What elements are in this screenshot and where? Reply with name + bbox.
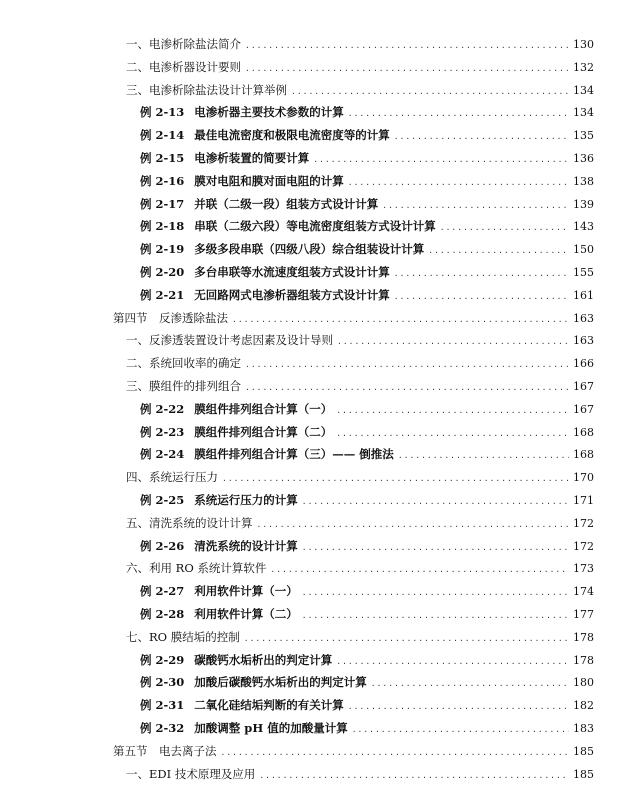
toc-entry-title: 并联（二级一段）组装方式设计计算 — [194, 196, 379, 211]
toc-example-entry — [0, 671, 633, 694]
toc-entry-label — [140, 421, 332, 444]
toc-example-entry — [0, 284, 633, 307]
dot-leader — [382, 195, 569, 218]
toc-page-number: 163 — [573, 334, 594, 348]
toc-entry-label — [140, 170, 344, 193]
toc-subsection-entry — [0, 557, 633, 580]
toc-page-number: 185 — [573, 744, 594, 758]
toc-entry-title: 膜组件排列组合计算（三）—— 倒推法 — [194, 447, 394, 462]
toc-entry-number: 例 2-31 — [140, 698, 185, 713]
toc-page-number: 161 — [573, 288, 594, 302]
toc-page-number: 130 — [573, 38, 594, 51]
dot-leader — [222, 468, 569, 491]
toc-entry-title: 膜对电阻和膜对面电阻的计算 — [194, 173, 344, 188]
toc-entry-title: 清洗系统的设计计算 — [194, 538, 298, 553]
toc-example-entry — [0, 101, 633, 124]
dot-leader — [291, 81, 569, 104]
dot-leader — [336, 423, 569, 446]
toc-example-entry — [0, 193, 633, 216]
toc-page-number: 139 — [573, 197, 594, 211]
dot-leader — [348, 696, 569, 719]
toc-entry-label — [140, 717, 348, 740]
toc-subsection-entry — [0, 56, 633, 79]
toc-entry-title: 第五节 电去离子法 — [113, 743, 217, 758]
toc-entry-label — [140, 284, 390, 307]
dot-leader — [302, 491, 569, 514]
toc-entry-title: 电渗析装置的简要计算 — [194, 150, 310, 165]
toc-example-entry — [0, 147, 633, 170]
toc-example-entry — [0, 489, 633, 512]
toc-example-entry — [0, 261, 633, 284]
dot-leader — [348, 103, 569, 126]
toc-section-entry — [0, 307, 633, 330]
toc-entry-label — [140, 649, 332, 672]
toc-page-number: 138 — [573, 174, 594, 188]
toc-entry-title: 第四节 反渗透除盐法 — [113, 310, 228, 325]
dot-leader — [302, 582, 569, 605]
dot-leader — [313, 149, 569, 172]
dot-leader — [221, 742, 570, 765]
toc-subsection-entry — [0, 79, 633, 102]
dot-leader — [428, 240, 569, 263]
toc-example-entry — [0, 170, 633, 193]
toc-entry-number: 例 2-16 — [140, 173, 185, 188]
toc-entry-number: 例 2-18 — [140, 219, 185, 234]
toc-example-entry — [0, 398, 633, 421]
toc-entry-number: 例 2-17 — [140, 196, 185, 211]
toc-entry-title: 利用软件计算（一） — [194, 584, 298, 599]
toc-example-entry — [0, 421, 633, 444]
toc-subsection-entry — [0, 33, 633, 56]
toc-page-number: 185 — [573, 767, 594, 781]
dot-leader — [245, 377, 569, 400]
dot-leader — [270, 559, 569, 582]
toc-entry-title: 多级多段串联（四级八段）综合组装设计计算 — [194, 242, 425, 257]
toc-entry-label — [126, 33, 241, 56]
toc-entry-label — [126, 79, 287, 102]
toc-entry-label — [140, 124, 390, 147]
dot-leader — [348, 172, 569, 195]
toc-page-number: 163 — [573, 311, 594, 325]
toc-entry-label — [140, 489, 298, 512]
toc-example-entry — [0, 535, 633, 558]
dot-leader — [394, 286, 569, 309]
toc-page-number: 173 — [573, 562, 594, 576]
toc-entry-number: 例 2-27 — [140, 584, 185, 599]
toc-entry-label — [140, 193, 378, 216]
toc-page-number: 171 — [573, 493, 594, 507]
toc-entry-title: 二氧化硅结垢判断的有关计算 — [194, 698, 344, 713]
toc-entry-label — [113, 740, 217, 763]
toc-entry-label — [126, 557, 266, 580]
toc-entry-title: 系统运行压力的计算 — [194, 492, 298, 507]
dot-leader — [244, 628, 569, 651]
toc-entry-number: 例 2-26 — [140, 538, 185, 553]
toc-entry-title: 串联（二级六段）等电流密度组装方式设计计算 — [194, 219, 436, 234]
toc-entry-label — [126, 352, 241, 375]
toc-entry-title: 最佳电流密度和极限电流密度等的计算 — [194, 128, 390, 143]
toc-entry-number: 例 2-20 — [140, 264, 185, 279]
dot-leader — [336, 651, 569, 674]
toc-example-entry — [0, 238, 633, 261]
toc-entry-title: 多台串联等水流速度组装方式设计计算 — [194, 264, 390, 279]
toc-entry-title: 五、清洗系统的设计计算 — [126, 515, 253, 530]
toc-page-number: 167 — [573, 379, 594, 393]
toc-subsection-entry — [0, 375, 633, 398]
toc-entry-number: 例 2-23 — [140, 424, 185, 439]
dot-leader — [337, 331, 569, 354]
toc-entry-label — [140, 671, 367, 694]
toc-page-number: 143 — [573, 220, 594, 234]
dot-leader — [245, 58, 569, 81]
toc-page-number: 172 — [573, 516, 594, 530]
toc-entry-title: 加酸调整 pH 值的加酸量计算 — [194, 720, 348, 735]
toc-entry-title: 三、膜组件的排列组合 — [126, 378, 241, 393]
toc-page-number: 135 — [573, 129, 594, 143]
toc-entry-title: 利用软件计算（二） — [194, 606, 298, 621]
toc-entry-label — [126, 512, 253, 535]
dot-leader — [245, 35, 569, 58]
table-of-contents — [0, 33, 633, 785]
toc-section-entry — [0, 740, 633, 763]
toc-entry-title: 二、电渗析器设计要则 — [126, 59, 241, 74]
toc-entry-label — [140, 238, 424, 261]
toc-entry-title: 三、电渗析除盐法设计计算举例 — [126, 82, 287, 97]
toc-entry-title: 七、RO 膜结垢的控制 — [126, 629, 240, 644]
toc-page-number: 132 — [573, 60, 594, 74]
toc-entry-label — [140, 147, 309, 170]
toc-entry-title: 无回路网式电渗析器组装方式设计计算 — [194, 287, 390, 302]
toc-subsection-entry — [0, 626, 633, 649]
dot-leader — [302, 605, 569, 628]
toc-example-entry — [0, 603, 633, 626]
dot-leader — [232, 309, 569, 332]
toc-page-number: 150 — [573, 243, 594, 257]
toc-page-number: 166 — [573, 357, 594, 371]
toc-entry-title: 膜组件排列组合计算（一） — [194, 401, 333, 416]
toc-entry-number: 例 2-22 — [140, 401, 185, 416]
toc-entry-title: 二、系统回收率的确定 — [126, 356, 241, 371]
toc-entry-number: 例 2-13 — [140, 105, 185, 120]
toc-entry-title: 电渗析器主要技术参数的计算 — [194, 105, 344, 120]
toc-page-number: 172 — [573, 539, 594, 553]
toc-page-number: 134 — [573, 106, 594, 120]
toc-subsection-entry — [0, 329, 633, 352]
toc-page-number: 174 — [573, 585, 594, 599]
toc-example-entry — [0, 717, 633, 740]
toc-page-number: 136 — [573, 151, 594, 165]
dot-leader — [394, 263, 569, 286]
toc-entry-label — [140, 443, 394, 466]
toc-entry-label — [113, 307, 228, 330]
toc-page-number: 183 — [573, 721, 594, 735]
toc-subsection-entry — [0, 512, 633, 535]
toc-subsection-entry — [0, 763, 633, 786]
toc-entry-number: 例 2-28 — [140, 606, 185, 621]
toc-entry-number: 例 2-24 — [140, 447, 185, 462]
toc-entry-title: 加酸后碳酸钙水垢析出的判定计算 — [194, 675, 367, 690]
toc-page-number: 168 — [573, 448, 594, 462]
toc-entry-title: 一、反渗透装置设计考虑因素及设计导则 — [126, 333, 333, 348]
toc-page-number: 168 — [573, 425, 594, 439]
toc-entry-title: 四、系统运行压力 — [126, 470, 218, 485]
toc-entry-title: 膜组件排列组合计算（二） — [194, 424, 333, 439]
toc-entry-number: 例 2-29 — [140, 652, 185, 667]
dot-leader — [352, 719, 569, 742]
toc-entry-label — [140, 261, 390, 284]
toc-example-entry — [0, 580, 633, 603]
toc-entry-number: 例 2-30 — [140, 675, 185, 690]
toc-entry-title: 一、EDI 技术原理及应用 — [126, 766, 256, 781]
toc-entry-label — [140, 101, 344, 124]
toc-page-number: 167 — [573, 402, 594, 416]
toc-entry-label — [126, 763, 255, 786]
toc-entry-label — [126, 626, 240, 649]
toc-entry-label — [140, 535, 298, 558]
toc-entry-label — [126, 375, 241, 398]
dot-leader — [440, 217, 569, 240]
toc-page-number: 155 — [573, 265, 594, 279]
dot-leader — [257, 514, 570, 537]
toc-example-entry — [0, 694, 633, 717]
toc-entry-label — [126, 466, 218, 489]
toc-example-entry — [0, 124, 633, 147]
toc-page-number: 170 — [573, 471, 594, 485]
toc-entry-label — [126, 56, 241, 79]
toc-page-number: 177 — [573, 607, 594, 621]
toc-entry-title: 一、电渗析除盐法简介 — [126, 37, 241, 51]
dot-leader — [336, 400, 569, 423]
toc-page-number: 134 — [573, 83, 594, 97]
toc-subsection-entry — [0, 466, 633, 489]
toc-entry-label — [140, 603, 298, 626]
toc-entry-number: 例 2-21 — [140, 287, 185, 302]
toc-page-number: 178 — [573, 653, 594, 667]
toc-entry-number: 例 2-19 — [140, 242, 185, 257]
dot-leader — [245, 354, 569, 377]
toc-entry-title: 碳酸钙水垢析出的判定计算 — [194, 652, 333, 667]
dot-leader — [394, 126, 569, 149]
toc-entry-number: 例 2-32 — [140, 720, 185, 735]
dot-leader — [259, 765, 569, 788]
toc-page-number: 178 — [573, 630, 594, 644]
dot-leader — [398, 445, 569, 468]
toc-entry-label — [140, 398, 332, 421]
toc-example-entry — [0, 649, 633, 672]
toc-entry-number: 例 2-14 — [140, 128, 185, 143]
toc-subsection-entry — [0, 352, 633, 375]
toc-entry-label — [140, 694, 344, 717]
toc-page-number: 182 — [573, 699, 594, 713]
toc-entry-label — [126, 329, 333, 352]
toc-example-entry — [0, 443, 633, 466]
toc-entry-number: 例 2-25 — [140, 492, 185, 507]
dot-leader — [302, 537, 569, 560]
toc-entry-title: 六、利用 RO 系统计算软件 — [126, 561, 267, 576]
toc-entry-label — [140, 215, 436, 238]
toc-entry-label — [140, 580, 298, 603]
toc-example-entry — [0, 215, 633, 238]
toc-entry-number: 例 2-15 — [140, 150, 185, 165]
dot-leader — [371, 673, 569, 696]
toc-page-number: 180 — [573, 676, 594, 690]
